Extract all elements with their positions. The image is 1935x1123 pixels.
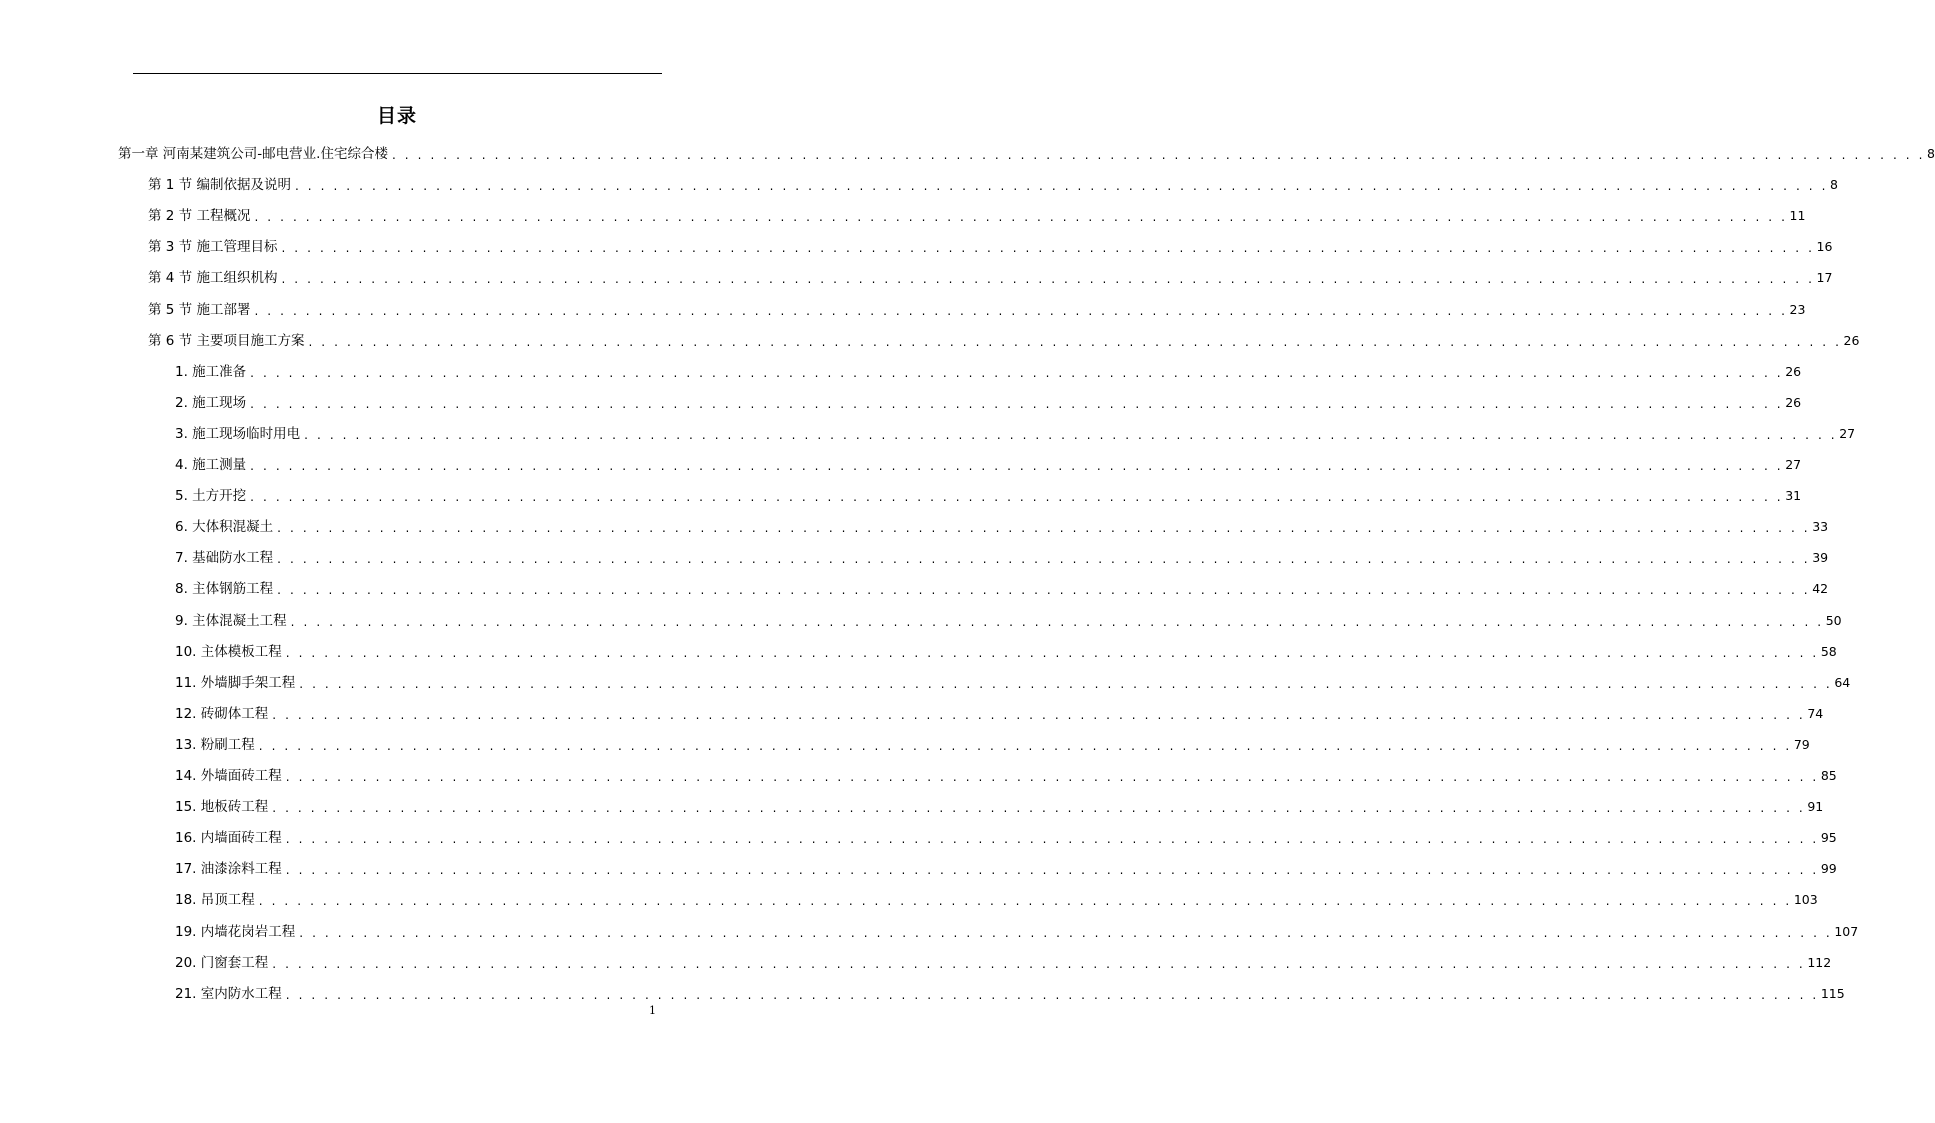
toc-entry[interactable] <box>175 420 1856 444</box>
toc-entry[interactable] <box>175 700 1824 724</box>
toc-entry[interactable] <box>148 264 1833 288</box>
toc-entry[interactable] <box>148 171 1838 195</box>
toc-entry-page: 27 <box>1839 426 1856 441</box>
toc-entry[interactable] <box>118 140 1935 164</box>
toc-entry[interactable] <box>175 824 1837 848</box>
toc-entry-page: 26 <box>1843 333 1860 348</box>
toc-entry-page: 33 <box>1812 519 1829 534</box>
toc-entry[interactable] <box>175 575 1829 599</box>
toc-dot-leader: . . . . . . . . . . . . . . . . . . . . . . . . . . . . . . . . . . . . . . . . . . . . . . . . . . . . . . . . . . . . . . . . . . . . . . . . . . . . . . . . . . . . . . . . . . . . . . . . . . . . . . . . . . . . . . . . . . . . . . . . <box>272 801 1806 815</box>
toc-entry-label: 20. 门窗套工程 <box>175 955 269 971</box>
toc-dot-leader: . . . . . . . . . . . . . . . . . . . . . . . . . . . . . . . . . . . . . . . . . . . . . . . . . . . . . . . . . . . . . . . . . . . . . . . . . . . . . . . . . . . . . . . . . . . . . . . . . . . . . . . . . . . . . . . . . . . . . . . . <box>272 957 1806 971</box>
toc-dot-leader: . . . . . . . . . . . . . . . . . . . . . . . . . . . . . . . . . . . . . . . . . . . . . . . . . . . . . . . . . . . . . . . . . . . . . . . . . . . . . . . . . . . . . . . . . . . . . . . . . . . . . . . . . . . . . . . . . . . . . . . . <box>254 210 1788 224</box>
toc-entry-page: 91 <box>1807 799 1824 814</box>
toc-dot-leader: . . . . . . . . . . . . . . . . . . . . . . . . . . . . . . . . . . . . . . . . . . . . . . . . . . . . . . . . . . . . . . . . . . . . . . . . . . . . . . . . . . . . . . . . . . . . . . . . . . . . . . . . . . . . . . . . . . . . . . . . <box>285 770 1819 784</box>
toc-entry[interactable] <box>175 793 1824 817</box>
toc-entry-label: 7. 基础防水工程 <box>175 550 274 566</box>
toc-entry-page: 26 <box>1785 395 1802 410</box>
toc-entry[interactable] <box>175 855 1837 879</box>
toc-dot-leader: . . . . . . . . . . . . . . . . . . . . . . . . . . . . . . . . . . . . . . . . . . . . . . . . . . . . . . . . . . . . . . . . . . . . . . . . . . . . . . . . . . . . . . . . . . . . . . . . . . . . . . . . . . . . . . . . . . . . . . . . <box>290 615 1824 629</box>
toc-entry[interactable] <box>175 607 1842 631</box>
toc-entry-page: 42 <box>1812 581 1829 596</box>
toc-dot-leader: . . . . . . . . . . . . . . . . . . . . . . . . . . . . . . . . . . . . . . . . . . . . . . . . . . . . . . . . . . . . . . . . . . . . . . . . . . . . . . . . . . . . . . . . . . . . . . . . . . . . . . . . . . . . . . . . . . . . . . . . <box>277 521 1811 535</box>
toc-entry-label: 11. 外墙脚手架工程 <box>175 675 296 691</box>
toc-entry[interactable] <box>148 202 1806 226</box>
toc-dot-leader: . . . . . . . . . . . . . . . . . . . . . . . . . . . . . . . . . . . . . . . . . . . . . . . . . . . . . . . . . . . . . . . . . . . . . . . . . . . . . . . . . . . . . . . . . . . . . . . . . . . . . . . . . . . . . . . . . . . . . . . . <box>277 552 1811 566</box>
toc-entry[interactable] <box>175 762 1837 786</box>
toc-entry[interactable] <box>175 638 1837 662</box>
toc-entry-page: 74 <box>1807 706 1824 721</box>
toc-entry-page: 107 <box>1834 924 1859 939</box>
toc-entry-page: 17 <box>1816 270 1833 285</box>
toc-entry[interactable] <box>175 669 1851 693</box>
toc-entry-page: 23 <box>1789 302 1806 317</box>
toc-entry-page: 85 <box>1820 768 1837 783</box>
toc-entry-label: 第 4 节 施工组织机构 <box>148 270 278 286</box>
toc-dot-leader: . . . . . . . . . . . . . . . . . . . . . . . . . . . . . . . . . . . . . . . . . . . . . . . . . . . . . . . . . . . . . . . . . . . . . . . . . . . . . . . . . . . . . . . . . . . . . . . . . . . . . . . . . . . . . . . . . . . . . . . . <box>258 894 1792 908</box>
toc-entry-page: 16 <box>1816 239 1833 254</box>
toc-entry-page: 64 <box>1834 675 1851 690</box>
toc-entry[interactable] <box>148 327 1860 351</box>
toc-entry-page: 103 <box>1793 892 1818 907</box>
toc-dot-leader: . . . . . . . . . . . . . . . . . . . . . . . . . . . . . . . . . . . . . . . . . . . . . . . . . . . . . . . . . . . . . . . . . . . . . . . . . . . . . . . . . . . . . . . . . . . . . . . . . . . . . . . . . . . . . . . . . . . . . . . . <box>258 739 1792 753</box>
toc-entry-label: 第 6 节 主要项目施工方案 <box>148 333 305 349</box>
toc-entry-page: 58 <box>1820 644 1837 659</box>
toc-entry-label: 2. 施工现场 <box>175 395 247 411</box>
toc-dot-leader: . . . . . . . . . . . . . . . . . . . . . . . . . . . . . . . . . . . . . . . . . . . . . . . . . . . . . . . . . . . . . . . . . . . . . . . . . . . . . . . . . . . . . . . . . . . . . . . . . . . . . . . . . . . . . . . . . . . . . . . . <box>299 926 1833 940</box>
toc-dot-leader: . . . . . . . . . . . . . . . . . . . . . . . . . . . . . . . . . . . . . . . . . . . . . . . . . . . . . . . . . . . . . . . . . . . . . . . . . . . . . . . . . . . . . . . . . . . . . . . . . . . . . . . . . . . . . . . . . . . . . . . . <box>277 583 1811 597</box>
toc-entry-label: 5. 土方开挖 <box>175 488 247 504</box>
toc-dot-leader: . . . . . . . . . . . . . . . . . . . . . . . . . . . . . . . . . . . . . . . . . . . . . . . . . . . . . . . . . . . . . . . . . . . . . . . . . . . . . . . . . . . . . . . . . . . . . . . . . . . . . . . . . . . . . . . . . . . . . . . . <box>304 428 1838 442</box>
toc-entry[interactable] <box>175 731 1810 755</box>
toc-entry-page: 99 <box>1820 861 1837 876</box>
toc-dot-leader: . . . . . . . . . . . . . . . . . . . . . . . . . . . . . . . . . . . . . . . . . . . . . . . . . . . . . . . . . . . . . . . . . . . . . . . . . . . . . . . . . . . . . . . . . . . . . . . . . . . . . . . . . . . . . . . . . . . . . . . . <box>281 241 1815 255</box>
toc-entry-page: 26 <box>1785 364 1802 379</box>
toc-entry-page: 8 <box>1927 146 1935 161</box>
toc-dot-leader: . . . . . . . . . . . . . . . . . . . . . . . . . . . . . . . . . . . . . . . . . . . . . . . . . . . . . . . . . . . . . . . . . . . . . . . . . . . . . . . . . . . . . . . . . . . . . . . . . . . . . . . . . . . . . . . . . . . . . . . . <box>299 677 1833 691</box>
toc-entry[interactable] <box>148 233 1833 257</box>
toc-entry-label: 1. 施工准备 <box>175 364 247 380</box>
toc-dot-leader: . . . . . . . . . . . . . . . . . . . . . . . . . . . . . . . . . . . . . . . . . . . . . . . . . . . . . . . . . . . . . . . . . . . . . . . . . . . . . . . . . . . . . . . . . . . . . . . . . . . . . . . . . . . . . . . . . . . . . . . . <box>281 272 1815 286</box>
toc-entry-label: 21. 室内防水工程 <box>175 986 282 1002</box>
toc-entry-label: 13. 粉刷工程 <box>175 737 255 753</box>
toc-entry[interactable] <box>175 886 1818 910</box>
toc-entry-label: 10. 主体模板工程 <box>175 644 282 660</box>
toc-dot-leader: . . . . . . . . . . . . . . . . . . . . . . . . . . . . . . . . . . . . . . . . . . . . . . . . . . . . . . . . . . . . . . . . . . . . . . . . . . . . . . . . . . . . . . . . . . . . . . . . . . . . . . . . . . . . . . . . . . . . . . . . <box>391 148 1926 162</box>
toc-entry-label: 8. 主体钢筋工程 <box>175 581 274 597</box>
toc-entry-label: 19. 内墙花岗岩工程 <box>175 924 296 940</box>
toc-entry-label: 第 5 节 施工部署 <box>148 302 251 318</box>
toc-entry-label: 17. 油漆涂料工程 <box>175 861 282 877</box>
toc-entry-page: 31 <box>1785 488 1802 503</box>
toc-entry[interactable] <box>175 482 1802 506</box>
toc-entry-page: 95 <box>1820 830 1837 845</box>
toc-entry-label: 3. 施工现场临时用电 <box>175 426 301 442</box>
toc-entry[interactable] <box>175 389 1802 413</box>
toc-dot-leader: . . . . . . . . . . . . . . . . . . . . . . . . . . . . . . . . . . . . . . . . . . . . . . . . . . . . . . . . . . . . . . . . . . . . . . . . . . . . . . . . . . . . . . . . . . . . . . . . . . . . . . . . . . . . . . . . . . . . . . . . <box>250 397 1784 411</box>
toc-dot-leader: . . . . . . . . . . . . . . . . . . . . . . . . . . . . . . . . . . . . . . . . . . . . . . . . . . . . . . . . . . . . . . . . . . . . . . . . . . . . . . . . . . . . . . . . . . . . . . . . . . . . . . . . . . . . . . . . . . . . . . . . <box>294 179 1829 193</box>
toc-entry-page: 39 <box>1812 550 1829 565</box>
toc-entry-label: 4. 施工测量 <box>175 457 247 473</box>
toc-entry-label: 第一章 河南某建筑公司-邮电营业.住宅综合楼 <box>118 146 388 162</box>
toc-entry[interactable] <box>175 949 1832 973</box>
toc-dot-leader: . . . . . . . . . . . . . . . . . . . . . . . . . . . . . . . . . . . . . . . . . . . . . . . . . . . . . . . . . . . . . . . . . . . . . . . . . . . . . . . . . . . . . . . . . . . . . . . . . . . . . . . . . . . . . . . . . . . . . . . . <box>285 646 1819 660</box>
toc-entry-label: 9. 主体混凝土工程 <box>175 613 287 629</box>
toc-entry[interactable] <box>175 980 1845 1004</box>
toc-dot-leader: . . . . . . . . . . . . . . . . . . . . . . . . . . . . . . . . . . . . . . . . . . . . . . . . . . . . . . . . . . . . . . . . . . . . . . . . . . . . . . . . . . . . . . . . . . . . . . . . . . . . . . . . . . . . . . . . . . . . . . . . <box>254 304 1788 318</box>
toc-entry-page: 50 <box>1825 613 1842 628</box>
header-rule <box>133 73 662 74</box>
toc-entry[interactable] <box>148 296 1806 320</box>
toc-dot-leader: . . . . . . . . . . . . . . . . . . . . . . . . . . . . . . . . . . . . . . . . . . . . . . . . . . . . . . . . . . . . . . . . . . . . . . . . . . . . . . . . . . . . . . . . . . . . . . . . . . . . . . . . . . . . . . . . . . . . . . . . <box>285 832 1819 846</box>
toc-entry-page: 27 <box>1785 457 1802 472</box>
toc-entry-label: 15. 地板砖工程 <box>175 799 269 815</box>
toc-entry-page: 112 <box>1807 955 1832 970</box>
toc-dot-leader: . . . . . . . . . . . . . . . . . . . . . . . . . . . . . . . . . . . . . . . . . . . . . . . . . . . . . . . . . . . . . . . . . . . . . . . . . . . . . . . . . . . . . . . . . . . . . . . . . . . . . . . . . . . . . . . . . . . . . . . . <box>285 863 1819 877</box>
toc-entry[interactable] <box>175 358 1802 382</box>
toc-entry-label: 第 1 节 编制依据及说明 <box>148 177 291 193</box>
toc-entry-label: 18. 吊顶工程 <box>175 892 255 908</box>
toc-entry-page: 8 <box>1830 177 1838 192</box>
toc-entry-label: 12. 砖砌体工程 <box>175 706 269 722</box>
toc-entry[interactable] <box>175 513 1829 537</box>
toc-dot-leader: . . . . . . . . . . . . . . . . . . . . . . . . . . . . . . . . . . . . . . . . . . . . . . . . . . . . . . . . . . . . . . . . . . . . . . . . . . . . . . . . . . . . . . . . . . . . . . . . . . . . . . . . . . . . . . . . . . . . . . . . <box>285 988 1819 1002</box>
toc-entry-label: 第 2 节 工程概况 <box>148 208 251 224</box>
toc-dot-leader: . . . . . . . . . . . . . . . . . . . . . . . . . . . . . . . . . . . . . . . . . . . . . . . . . . . . . . . . . . . . . . . . . . . . . . . . . . . . . . . . . . . . . . . . . . . . . . . . . . . . . . . . . . . . . . . . . . . . . . . . <box>250 459 1784 473</box>
toc-entry-label: 16. 内墙面砖工程 <box>175 830 282 846</box>
toc-dot-leader: . . . . . . . . . . . . . . . . . . . . . . . . . . . . . . . . . . . . . . . . . . . . . . . . . . . . . . . . . . . . . . . . . . . . . . . . . . . . . . . . . . . . . . . . . . . . . . . . . . . . . . . . . . . . . . . . . . . . . . . . <box>272 708 1806 722</box>
toc-dot-leader: . . . . . . . . . . . . . . . . . . . . . . . . . . . . . . . . . . . . . . . . . . . . . . . . . . . . . . . . . . . . . . . . . . . . . . . . . . . . . . . . . . . . . . . . . . . . . . . . . . . . . . . . . . . . . . . . . . . . . . . . <box>250 490 1784 504</box>
toc-entry[interactable] <box>175 451 1802 475</box>
toc-entry-label: 6. 大体积混凝土 <box>175 519 274 535</box>
toc-entry-page: 79 <box>1793 737 1810 752</box>
toc-entry-label: 14. 外墙面砖工程 <box>175 768 282 784</box>
toc-entry-page: 115 <box>1820 986 1845 1001</box>
toc-dot-leader: . . . . . . . . . . . . . . . . . . . . . . . . . . . . . . . . . . . . . . . . . . . . . . . . . . . . . . . . . . . . . . . . . . . . . . . . . . . . . . . . . . . . . . . . . . . . . . . . . . . . . . . . . . . . . . . . . . . . . . . . <box>250 366 1784 380</box>
toc-entry-label: 第 3 节 施工管理目标 <box>148 239 278 255</box>
page-title: 目录 <box>376 105 417 127</box>
toc-dot-leader: . . . . . . . . . . . . . . . . . . . . . . . . . . . . . . . . . . . . . . . . . . . . . . . . . . . . . . . . . . . . . . . . . . . . . . . . . . . . . . . . . . . . . . . . . . . . . . . . . . . . . . . . . . . . . . . . . . . . . . . . <box>308 335 1842 349</box>
toc-entry-page: 11 <box>1789 208 1806 223</box>
toc-entry[interactable] <box>175 918 1859 942</box>
toc-entry[interactable] <box>175 544 1829 568</box>
footer-page-number: 1 <box>649 1004 656 1017</box>
